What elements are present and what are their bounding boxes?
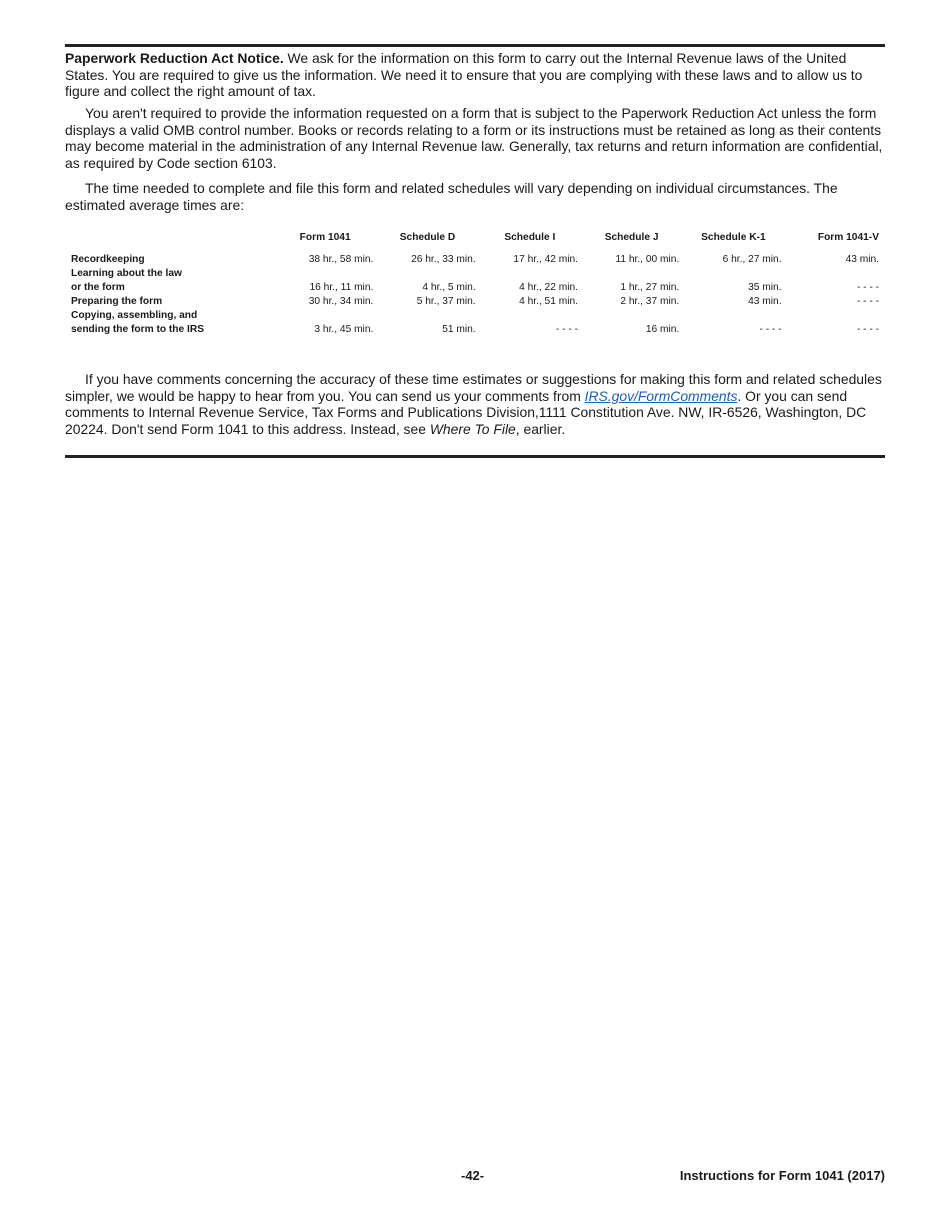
- time-estimate-text: The time needed to complete and file this form and related schedules will vary depending on individual circumstances. The estimated average times are:: [65, 180, 838, 213]
- paperwork-notice-paragraph: [65, 50, 887, 100]
- cell-value: 38 hr., 58 min.: [308, 254, 374, 265]
- row-label: Preparing the form: [71, 296, 163, 307]
- table-row: [68, 253, 882, 267]
- omb-text: You aren't required to provide the information requested on a form that is subject to the Paperwork Reduction Act unless the form displays a valid OMB control number. Books or records relating to a form or its instructions must be retained as long as their contents may become material in the administration of any Internal Revenue law. Generally, tax returns and return information are confidential, as required by Code section 6103.: [65, 105, 883, 171]
- cell-value: 1 hr., 27 min.: [620, 282, 680, 293]
- row-label: Recordkeeping: [71, 254, 145, 265]
- cell-value: - - - -: [759, 324, 782, 335]
- time-estimates-table: [68, 231, 882, 337]
- cell-value: 30 hr., 34 min.: [308, 296, 374, 307]
- comments-text-b: . Or you can send comments to Internal Revenue Service, Tax Forms and Publications Division,1111 Constitution Ave. NW, IR-6526, Washington, DC 20224. Don't send Form 1041 to this address. Instead, see: [65, 387, 867, 437]
- cell-value: 16 min.: [645, 324, 680, 335]
- cell-value: 43 min.: [748, 296, 782, 307]
- cell-value: 2 hr., 37 min.: [620, 296, 680, 307]
- notice-intro-text: We ask for the information on this form to carry out the Internal Revenue laws of the United States. You are required to give us the information. We need it to ensure that you are complying with these laws and to allow us to figure and collect the right amount of tax.: [65, 50, 863, 100]
- row-label: Learning about the law: [71, 268, 182, 279]
- cell-value: 4 hr., 22 min.: [519, 282, 578, 293]
- table-row: [68, 281, 882, 295]
- comments-paragraph: [65, 371, 887, 437]
- cell-value: 6 hr., 27 min.: [722, 254, 782, 265]
- table-row: [68, 309, 882, 323]
- col-header: Form 1041: [299, 232, 351, 243]
- table-row: [68, 267, 882, 281]
- cell-value: 3 hr., 45 min.: [314, 324, 374, 335]
- row-label: Copying, assembling, and: [71, 310, 198, 321]
- col-header: Form 1041-V: [817, 232, 879, 243]
- col-header: Schedule I: [504, 232, 556, 243]
- where-to-file-ref: Where To File: [429, 420, 516, 437]
- page-footer: [65, 1168, 885, 1186]
- cell-value: - - - -: [856, 282, 879, 293]
- cell-value: 43 min.: [845, 254, 879, 265]
- cell-value: 4 hr., 5 min.: [422, 282, 476, 293]
- cell-value: 17 hr., 42 min.: [513, 254, 578, 265]
- top-rule: [65, 44, 885, 47]
- comments-text-c: , earlier.: [515, 420, 566, 437]
- table-row: [68, 295, 882, 309]
- table-header-row: [68, 231, 882, 253]
- comments-text-a: If you have comments concerning the accuracy of these time estimates or suggestions for making this form and related schedules simpler, we would be happy to hear from you. You can send us your comments from: [65, 371, 882, 404]
- row-label: or the form: [71, 282, 125, 293]
- cell-value: - - - -: [555, 324, 578, 335]
- cell-value: 16 hr., 11 min.: [309, 282, 374, 293]
- cell-value: 26 hr., 33 min.: [411, 254, 476, 265]
- row-label: sending the form to the IRS: [71, 324, 205, 335]
- cell-value: - - - -: [856, 296, 879, 307]
- form-comments-link[interactable]: IRS.gov/FormComments: [584, 387, 738, 404]
- cell-value: 5 hr., 37 min.: [416, 296, 476, 307]
- bottom-rule: [65, 455, 885, 458]
- table-row: [68, 323, 882, 337]
- time-estimate-paragraph: [65, 180, 887, 213]
- col-header: Schedule K-1: [701, 232, 766, 243]
- cell-value: 51 min.: [442, 324, 476, 335]
- document-title: Instructions for Form 1041 (2017): [679, 1168, 885, 1183]
- omb-paragraph: [65, 105, 887, 171]
- cell-value: 11 hr., 00 min.: [615, 254, 680, 265]
- col-header: Schedule J: [604, 232, 659, 243]
- notice-heading: Paperwork Reduction Act Notice.: [65, 50, 284, 66]
- col-header: Schedule D: [399, 232, 456, 243]
- cell-value: 4 hr., 51 min.: [519, 296, 578, 307]
- cell-value: - - - -: [856, 324, 879, 335]
- cell-value: 35 min.: [748, 282, 782, 293]
- page-number: -42-: [461, 1168, 485, 1183]
